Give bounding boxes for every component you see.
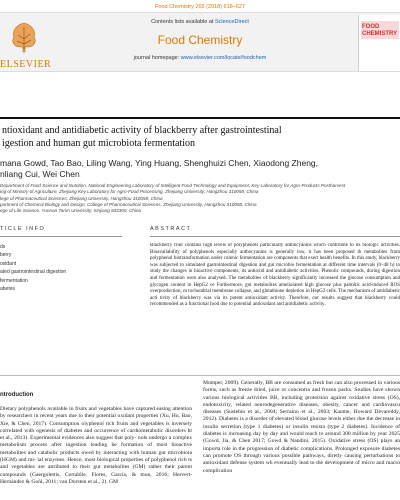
article-info-rule [0,236,122,237]
abstract-rule [150,236,400,237]
affiliation: partment of Chemical Biology and Design, College of Pharmaceutical Sciences, Zhejiang University, Hangzhou 310058, China [0,201,257,207]
keyword: oxidant [0,260,17,267]
article-title-line: ntioxidant and antidiabetic activity of blackberry after gastrointestinal [2,125,282,136]
keyword: abetes [0,286,16,293]
journal-homepage-line [0,55,400,61]
header-rule [0,117,400,119]
author-line[interactable]: nliang Cui, Wei Chen [0,169,80,179]
introduction-left-column: Dietary polyphenols available in fruits and vegetables have captured easing attention by researchers in recent years due to their potential oxidant properties (Xu, Hu, Bao, Xie, & Chen, 2017). Consumption olyphenol rich fruits and vegetables is inversely correlated with ogenesis of diabetes and occurrence of cardiometabolic disorders ht et al., 2013). Experimental evidences also suggest that poly- nols undergo a complex metabolism process after ingestion leading he formation of most bioactive metabolites and catabolic products owed by interacting with human gut microbiota (HGM) and mi- ial enzymes. Hence, most biological properties of polyphenol rich ts and vegetables are attributed to their gut metabolites (GM) rather their parent compounds (Gaergolettis, Cortablie, Flores, García, & mon, 2016; Hervert-Hernández & Goñi, 2011; van Dorsten et al., 2). GM [0,406,192,485]
abstract-body: Blackberry fruit contains high levels of polyphenols particularly anthocyanins which contribute to its biologic activities. Bioavailability of polyphenols especially anthocyanins is generally low, it has been proposed th metabolites from polyphenol biotransformation under colonic fermentation are components that exert health benefits. In this study, blackberry was subjected to simulated gastrointestinal digestion and gut microbio fermentation at different time intervals (0–48 h) to study the changes in bioactive components, its antioxid and antidiabetic activities. Phenolic compounds, during digestion and fermentation were also analysed. The metabolites of blackberry significantly increased the glucose consumption and glycogen content in HepG2 ce Furthermore, gut metabolites ameliorated high glucose plus palmitic acid-induced ROS overproduction, m tochondrial membrane collapse, and glutathione depletion in HepG2 cells. The mechanism of antidiabetic acti tivity of blackberry was via its potent antioxidant activity. Therefore, our results suggest that blackberry could recommended as a functional food due to potential antioxidant and antidiabetic activity. [150,243,400,308]
journal-title[interactable]: Food Chemistry [157,33,243,47]
contents-line [0,19,400,25]
contents-prefix: Contents lists available at [151,19,215,25]
keyword: ated gastrointestinal digestion [0,269,67,276]
abstract-end-rule [0,375,400,376]
article-title [0,124,400,150]
keywords-list [0,243,110,293]
article-title-line: igestion and human gut microbiota fermentation [2,138,196,149]
keyword: ds [0,244,6,250]
affiliation: ege of Life Science, Yunnan Tarim University, Xinjiang 843300, China [0,208,141,214]
journal-masthead [0,12,400,72]
sciencedirect-link[interactable]: ScienceDirect [214,19,249,25]
author-list [0,158,400,180]
cover-title: FOOD CHEMISTRY [362,24,398,37]
journal-citation[interactable]: Food Chemistry 269 (2018) 618–627 [155,4,245,10]
introduction-heading: ntroduction [0,392,34,398]
affiliation: ing of Ministry of Agriculture, Zhejiang Key Laboratory for Agro-Food Processing, Zhejiang University, Hangzhou 310058, China [0,189,259,195]
article-info-heading: TICLE INFO [0,226,46,232]
journal-homepage-link[interactable]: www.elsevier.com/locate/foodchem [180,55,267,61]
journal-cover-thumbnail[interactable] [358,15,400,71]
author-line[interactable]: mana Gowd, Tao Bao, Liling Wang, Ying Huang, Shenghuizi Chen, Xiaodong Zheng, [0,158,319,168]
keyword: berry [0,252,12,259]
publisher-name: ELSEVIER [0,59,52,70]
affiliation: lege of Pharmaceutical Sciences, Zhejiang University, Hangzhou 310058, China [0,195,163,201]
affiliations [0,183,400,214]
abstract-heading: ABSTRACT [150,226,192,232]
homepage-prefix: journal homepage: [133,55,181,61]
introduction-right-column: Mumper, 2009). Generally, BB are consumed as fresh but can also processed in various forms, such as freeze dried, juice or concentra and frozen packs. Studies have shown various biological activities BB, including protection against oxidative stress (OS), endotoxicity, related neurodegenerative diseases, obesity, cancer and cardiovascu diseases (Sustebin et al., 2004; Serraino et al., 2003; Kaume, Howard Devareddy, 2012). Diabetes is a disorder of elevated blood glucose levels either due the decrease in insulin secretion (type 1 diabetes) or insulin resista (type 2 diabetes). Incidence of diabetes is increasing day by day and would reach to around 300 million by year 2025 (Gowd, Jia, & Chen 2017; Gowd & Nandini, 2015). Oxidative stress (OS) plays an importa role in the progression of diabetic complications. Prolonged exposure diabetes can promote OS through various possible pathways, diretly causing perturbations to antioxidant defense system wh eventually lead to the development of micro and macro complication [203,380,400,474]
keyword: fermentation [0,277,28,284]
affiliation: Department of Food Science and Nutrition, National Engineering Laboratory of Intelligent Food Technology and Equipment, Key Laboratory for Agro-Products Postharvest [0,183,346,188]
